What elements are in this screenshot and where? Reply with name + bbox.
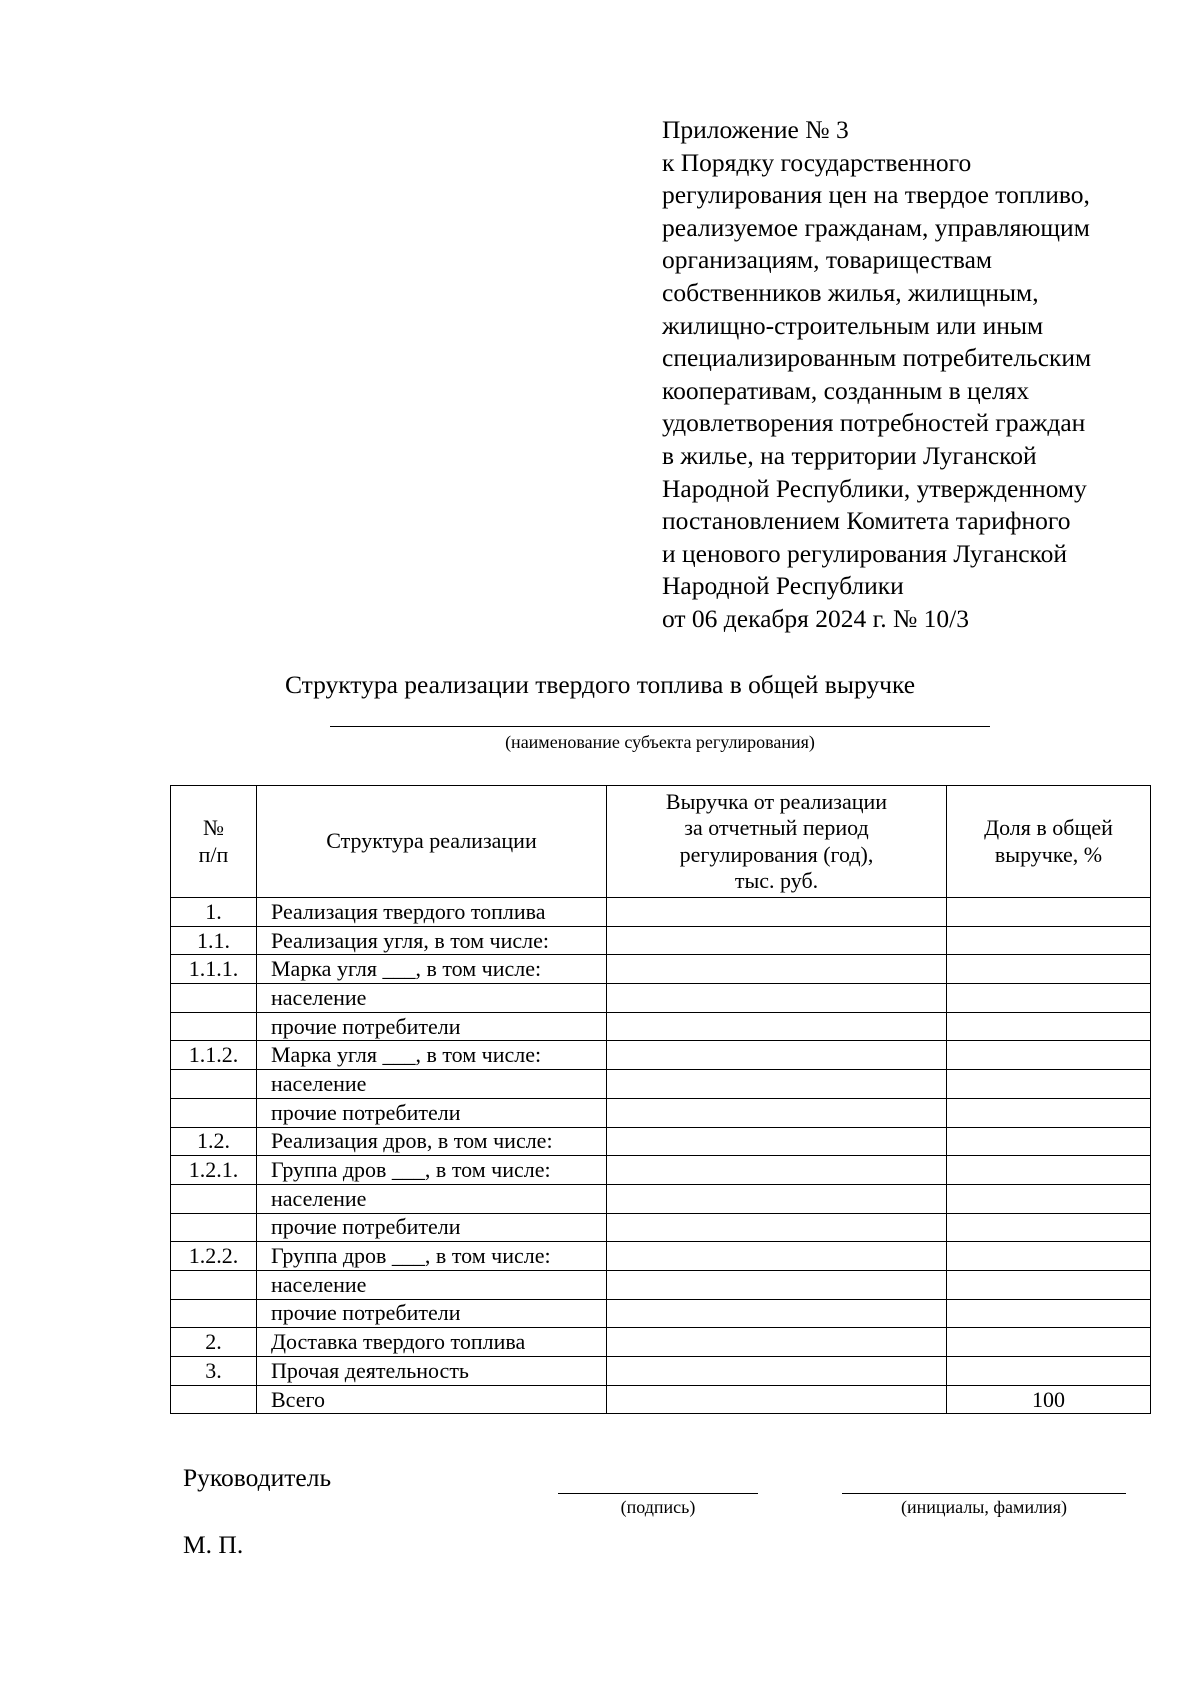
row-share bbox=[947, 1357, 1151, 1386]
appendix-line: и ценового регулирования Луганской bbox=[662, 538, 1068, 568]
table-row bbox=[171, 1041, 1151, 1070]
row-revenue bbox=[607, 1041, 947, 1070]
row-share: 100 bbox=[947, 1385, 1151, 1414]
appendix-line: в жилье, на территории Луганской bbox=[662, 440, 1037, 470]
row-num bbox=[171, 984, 257, 1013]
row-share bbox=[947, 1299, 1151, 1328]
table-row bbox=[171, 1127, 1151, 1156]
table-header-row bbox=[171, 786, 1151, 898]
row-num: 1.2.1. bbox=[171, 1156, 257, 1185]
row-revenue bbox=[607, 898, 947, 927]
row-share bbox=[947, 1270, 1151, 1299]
row-num: 1.2.2. bbox=[171, 1242, 257, 1271]
row-revenue bbox=[607, 1328, 947, 1357]
row-revenue bbox=[607, 1184, 947, 1213]
table-row bbox=[171, 1213, 1151, 1242]
document-title: Структура реализации твердого топлива в общей выручке bbox=[284, 670, 916, 699]
table-row bbox=[171, 1070, 1151, 1099]
subject-name-line bbox=[330, 726, 990, 727]
table-row bbox=[171, 1299, 1151, 1328]
row-name: прочие потребители bbox=[257, 1098, 607, 1127]
name-line bbox=[842, 1493, 1126, 1494]
row-revenue bbox=[607, 1213, 947, 1242]
row-revenue bbox=[607, 1299, 947, 1328]
appendix-line: собственников жилья, жилищным, bbox=[662, 277, 1039, 307]
row-share bbox=[947, 955, 1151, 984]
row-num bbox=[171, 1070, 257, 1099]
appendix-block bbox=[662, 114, 1182, 636]
row-share bbox=[947, 1041, 1151, 1070]
row-revenue bbox=[607, 1098, 947, 1127]
row-revenue bbox=[607, 1357, 947, 1386]
table-row bbox=[171, 1270, 1151, 1299]
row-num: 1.1.2. bbox=[171, 1041, 257, 1070]
appendix-line: Народной Республики bbox=[662, 571, 904, 601]
appendix-line: Народной Республики, утвержденному bbox=[662, 473, 1087, 503]
row-share bbox=[947, 1098, 1151, 1127]
row-name: население bbox=[257, 1270, 607, 1299]
row-share bbox=[947, 1242, 1151, 1271]
appendix-line: реализуемое гражданам, управляющим bbox=[662, 212, 1090, 242]
table-row bbox=[171, 1242, 1151, 1271]
row-name: население bbox=[257, 1184, 607, 1213]
row-num bbox=[171, 1184, 257, 1213]
row-share bbox=[947, 1156, 1151, 1185]
appendix-line: организациям, товариществам bbox=[662, 245, 993, 275]
row-name: прочие потребители bbox=[257, 1012, 607, 1041]
row-name: Марка угля ___, в том числе: bbox=[257, 1041, 607, 1070]
appendix-line: кооперативам, созданным в целях bbox=[662, 375, 1030, 405]
appendix-line: регулирования цен на твердое топливо, bbox=[662, 180, 1090, 210]
row-name: Прочая деятельность bbox=[257, 1357, 607, 1386]
row-name: Марка угля ___, в том числе: bbox=[257, 955, 607, 984]
row-share bbox=[947, 984, 1151, 1013]
table-row bbox=[171, 984, 1151, 1013]
appendix-line: от 06 декабря 2024 г. № 10/3 bbox=[662, 603, 969, 633]
signature-line bbox=[558, 1493, 758, 1494]
row-name: Реализация твердого топлива bbox=[257, 898, 607, 927]
row-share bbox=[947, 926, 1151, 955]
row-name: Доставка твердого топлива bbox=[257, 1328, 607, 1357]
row-share bbox=[947, 1328, 1151, 1357]
row-num bbox=[171, 1213, 257, 1242]
row-share bbox=[947, 1127, 1151, 1156]
table-row bbox=[171, 1098, 1151, 1127]
row-share bbox=[947, 1184, 1151, 1213]
appendix-line: жилищно-строительным или иным bbox=[662, 310, 1044, 340]
appendix-line: к Порядку государственного bbox=[662, 147, 972, 177]
signatory-role: Руководитель bbox=[183, 1463, 332, 1492]
row-name: прочие потребители bbox=[257, 1213, 607, 1242]
table-row bbox=[171, 926, 1151, 955]
appendix-line: Приложение № 3 bbox=[662, 115, 849, 144]
table-row bbox=[171, 1357, 1151, 1386]
table-row bbox=[171, 898, 1151, 927]
name-caption: (инициалы, фамилия) bbox=[901, 1497, 1067, 1517]
row-name: Реализация угля, в том числе: bbox=[257, 926, 607, 955]
appendix-line: удовлетворения потребностей граждан bbox=[662, 408, 1086, 438]
row-num: 1.1. bbox=[171, 926, 257, 955]
row-revenue bbox=[607, 1385, 947, 1414]
row-num: 1. bbox=[171, 898, 257, 927]
row-share bbox=[947, 1213, 1151, 1242]
row-share bbox=[947, 1012, 1151, 1041]
row-share bbox=[947, 898, 1151, 927]
row-num bbox=[171, 1385, 257, 1414]
revenue-structure-table bbox=[170, 785, 1151, 1414]
signature-caption: (подпись) bbox=[620, 1497, 696, 1517]
row-name: прочие потребители bbox=[257, 1299, 607, 1328]
row-revenue bbox=[607, 1012, 947, 1041]
row-revenue bbox=[607, 1156, 947, 1185]
table-row bbox=[171, 1385, 1151, 1414]
appendix-line: постановлением Комитета тарифного bbox=[662, 506, 1071, 536]
table-row bbox=[171, 1156, 1151, 1185]
row-num bbox=[171, 1299, 257, 1328]
row-revenue bbox=[607, 1270, 947, 1299]
stamp-place: М. П. bbox=[183, 1530, 244, 1559]
table-row bbox=[171, 1012, 1151, 1041]
row-num bbox=[171, 1270, 257, 1299]
row-revenue bbox=[607, 926, 947, 955]
row-num: 2. bbox=[171, 1328, 257, 1357]
row-revenue bbox=[607, 1070, 947, 1099]
row-name: Группа дров ___, в том числе: bbox=[257, 1242, 607, 1271]
row-name: Реализация дров, в том числе: bbox=[257, 1127, 607, 1156]
table-row bbox=[171, 1328, 1151, 1357]
row-revenue bbox=[607, 1127, 947, 1156]
row-num: 3. bbox=[171, 1357, 257, 1386]
row-num bbox=[171, 1012, 257, 1041]
row-name: население bbox=[257, 984, 607, 1013]
row-num bbox=[171, 1098, 257, 1127]
header-structure: Структура реализации bbox=[257, 786, 607, 898]
row-num: 1.1.1. bbox=[171, 955, 257, 984]
table-row bbox=[171, 1184, 1151, 1213]
header-share: Доля в общей выручке, % bbox=[947, 786, 1151, 898]
table-row bbox=[171, 955, 1151, 984]
row-revenue bbox=[607, 955, 947, 984]
appendix-line: специализированным потребительским bbox=[662, 343, 1092, 373]
row-num: 1.2. bbox=[171, 1127, 257, 1156]
row-name: Всего bbox=[257, 1385, 607, 1414]
subject-name-caption: (наименование субъекта регулирования) bbox=[505, 732, 815, 752]
row-name: Группа дров ___, в том числе: bbox=[257, 1156, 607, 1185]
header-revenue: Выручка от реализации за отчетный период регулирования (год), тыс. руб. bbox=[607, 786, 947, 898]
row-revenue bbox=[607, 984, 947, 1013]
row-share bbox=[947, 1070, 1151, 1099]
header-num: № п/п bbox=[171, 786, 257, 898]
row-revenue bbox=[607, 1242, 947, 1271]
row-name: население bbox=[257, 1070, 607, 1099]
